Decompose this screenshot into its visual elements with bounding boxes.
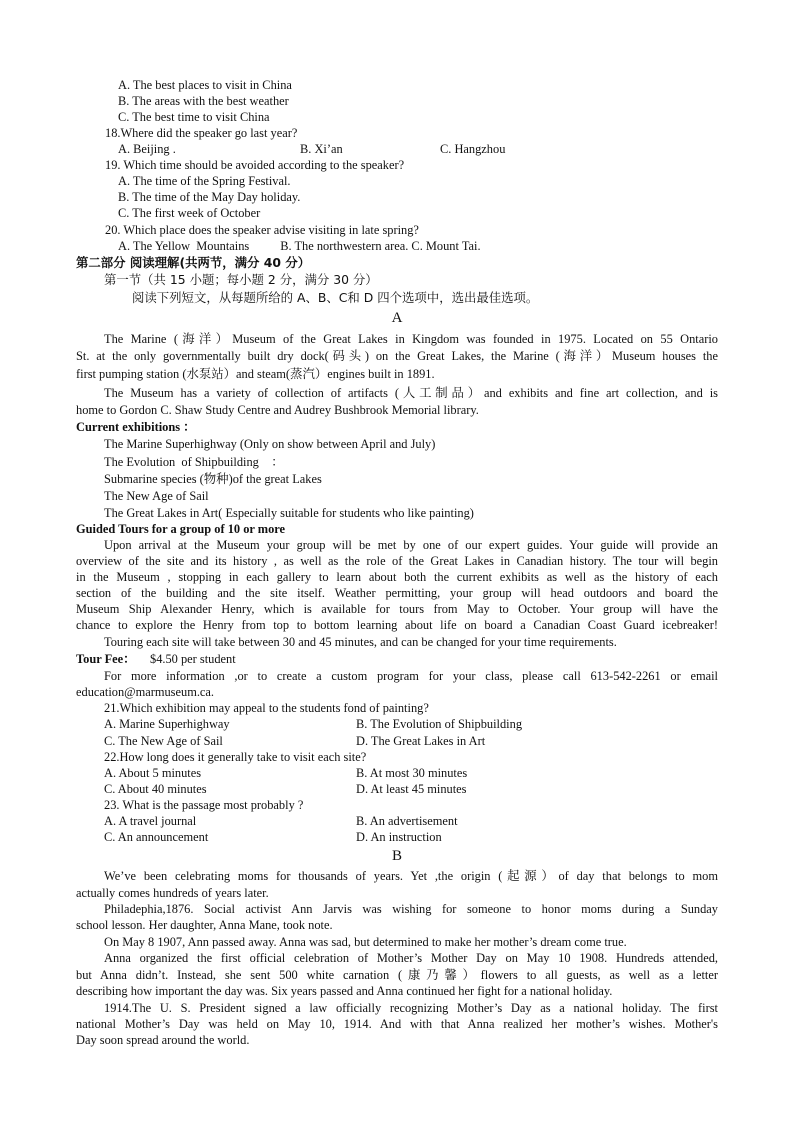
q22-option-c: C. About 40 minutes [104,782,207,796]
exhibition-item: The Marine Superhighway (Only on show between April and July) [104,437,436,451]
q22-stem: 22.How long does it generally take to visit each site? [104,750,367,764]
part2-title: 第二部分 阅读理解(共两节，满分 40 分） [76,255,311,270]
q21-option-c: C. The New Age of Sail [104,734,223,748]
more-info-line1: For more information ,or to create a custom program for your class, please call 613-542-2261 or email [104,669,718,683]
q18-option-b: B. Xi’an [300,142,343,156]
passage-b-p5-line3: Day soon spread around the world. [76,1033,250,1047]
q19-stem: 19. Which time should be avoided according to the speaker? [105,158,405,172]
passage-b-p2-line2: school lesson. Her daughter, Anna Mane, took note. [76,918,333,932]
q21-option-b: B. The Evolution of Shipbuilding [356,717,523,731]
q23-option-c: C. An announcement [104,830,209,844]
q19-option-b: B. The time of the May Day holiday. [118,190,301,204]
tours-line: Upon arrival at the Museum your group will be met by one of our expert guides. Your guide will provide an [104,538,718,552]
q22-option-a: A. About 5 minutes [104,766,202,780]
passage-b-p4-line1: Anna organized the first official celebration of Mother’s Mother Day on May 10 1908. Hundreds attended, [104,951,718,965]
passage-b-p4-line3: describing how important the day was. Six years passed and Anna continued her fight for a national holiday. [76,984,613,998]
passage-a-p2-line1: The Museum has a variety of collection of artifacts (人工制品）and exhibits and fine art collection, and is [104,386,718,400]
passage-b-p1-line2: actually comes hundreds of years later. [76,886,269,900]
passage-b-p3: On May 8 1907, Ann passed away. Anna was sad, but determined to make her mother’s dream come true. [104,935,627,949]
q22-option-b: B. At most 30 minutes [356,766,468,780]
exhibition-item: The New Age of Sail [104,489,209,503]
tours-line: Museum Ship Alexander Henry, which is available for tours from May to October. Your group will have the [76,602,718,616]
q21-option-a: A. Marine Superhighway [104,717,230,731]
passage-b-p2-line1: Philadephia,1876. Social activist Ann Jarvis was wishing for someone to honor moms during a Sunday [104,902,718,916]
exhibition-item: Submarine species (物种)of the great Lakes [104,472,322,486]
passage-a-p1-line1: The Marine (海洋）Museum of the Great Lakes in Kingdom was founded in 1975. Located on 55 Ontario [104,332,718,346]
q20-stem: 20. Which place does the speaker advise visiting in late spring? [105,223,419,237]
tour-fee-value: $4.50 per student [150,652,236,666]
q21-stem: 21.Which exhibition may appeal to the students fond of painting? [104,701,429,715]
section1-heading: 第一节（共 15 小题；每小题 2 分，满分 30 分） [104,272,378,287]
passage-b-p1-line1: We’ve been celebrating moms for thousands of years. Yet ,the origin (起源）of day that belongs to mom [104,869,718,883]
q17-option-a: A. The best places to visit in China [118,78,292,92]
passage-a-p1-line3: first pumping station (水泵站）and steam(蒸汽）engines built in 1891. [76,367,435,381]
passage-b-p5-line1: 1914.The U. S. President signed a law officially recognizing Mother’s Day as a national holiday. The first [104,1001,718,1015]
tour-fee-label: Tour Fee： [76,652,136,666]
passage-b-letter: B [391,848,402,864]
q19-option-a: A. The time of the Spring Festival. [118,174,291,188]
q17-option-c: C. The best time to visit China [118,110,270,124]
q21-option-d: D. The Great Lakes in Art [356,734,486,748]
q18-option-a: A. Beijing . [118,142,176,156]
passage-a-p2-line2: home to Gordon C. Shaw Study Centre and Audrey Bushbrook Memorial library. [76,403,479,417]
exhibition-item: The Great Lakes in Art( Especially suitable for students who like painting) [104,506,474,520]
passage-a-letter: A [391,310,403,326]
q18-option-c: C. Hangzhou [440,142,506,156]
guided-tours-heading: Guided Tours for a group of 10 or more [76,522,286,536]
touring-duration: Touring each site will take between 30 and 45 minutes, and can be changed for your time requirements. [104,635,617,649]
q23-option-d: D. An instruction [356,830,442,844]
exhibition-item: The Evolution of Shipbuilding ： [104,455,284,469]
q23-option-b: B. An advertisement [356,814,458,828]
passage-b-p4-line2: but Anna didn’t. Instead, she sent 500 white carnation (康乃馨）flowers to all guests, as well as a letter [76,968,718,982]
q23-stem: 23. What is the passage most probably ? [104,798,304,812]
tours-line: overview of the site and its history , as well as the role of the Great Lakes in Canadian history. The tour will begin [76,554,718,568]
tours-line: section of the building and the site itself. Weather permitting, your group will head outdoors and board the [76,586,718,600]
q22-option-d: D. At least 45 minutes [356,782,467,796]
more-info-email: education@marmuseum.ca. [76,685,215,699]
q18-stem: 18.Where did the speaker go last year? [105,126,298,140]
tours-line: in the Museum , stopping in each gallery to learn about both the current exhibits as well as the history of each [76,570,718,584]
q20-options: A. The Yellow Mountains B. The northwestern area. C. Mount Tai. [118,239,481,253]
exhibitions-heading: Current exhibitions ： [76,420,196,434]
passage-b-p5-line2: national Mother’s Day was held on May 10, 1914. And with that Anna realized her mother’s wishes. Mother's [76,1017,718,1031]
q23-option-a: A. A travel journal [104,814,197,828]
q17-option-b: B. The areas with the best weather [118,94,289,108]
passage-a-p1-line2: St. at the only governmentally built dry dock(码头) on the Great Lakes, the Marine (海洋）Museum houses the [76,349,718,363]
reading-instruction: 阅读下列短文，从每题所给的 A、B、C和 D 四个选项中，选出最佳选项。 [132,290,539,305]
q19-option-c: C. The first week of October [118,206,261,220]
tours-line: chance to explore the Henry from top to bottom learning about life on board a Canadian Coast Guard icebreaker! [76,618,718,632]
